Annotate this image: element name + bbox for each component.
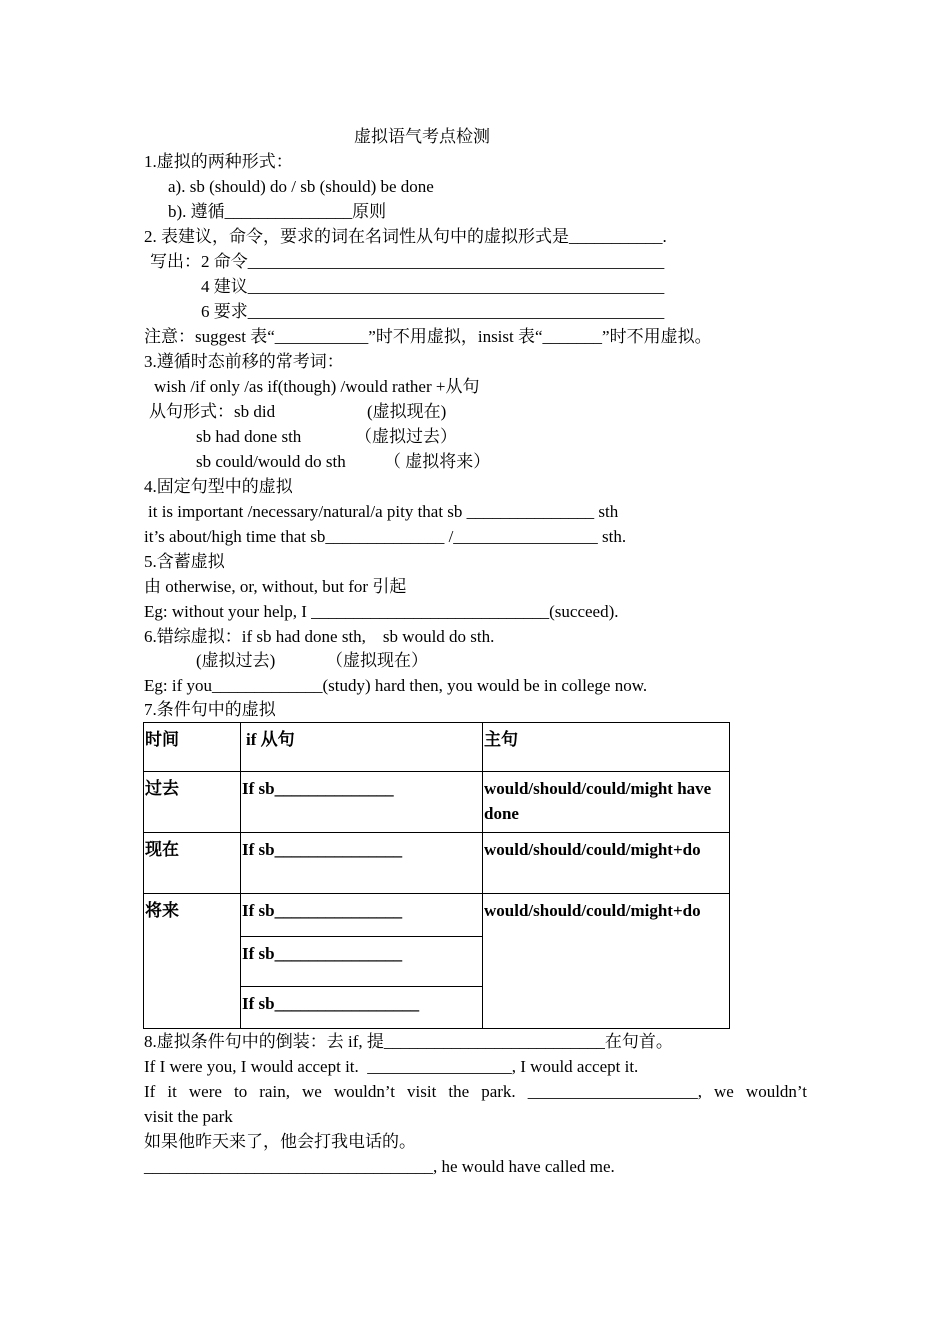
table-cell-past-if: If sb______________ (241, 772, 483, 833)
section-8-heading: 8.虚拟条件句中的倒装：去 if, 提__________________________在句首。 (144, 1032, 673, 1051)
section-5-example: Eg: without your help, I ____________________________(succeed). (144, 602, 619, 621)
table-header-row (144, 723, 730, 772)
section-5-line-1: 由 otherwise, or, without, but for 引起 (144, 577, 407, 596)
table-cell-past-time: 过去 (144, 772, 241, 833)
conditional-table (143, 722, 730, 1029)
table-header-if-clause: if 从句 (241, 723, 483, 772)
section-3-form3: sb could/would do sth (196, 452, 346, 471)
section-6-note-past: (虚拟过去) (196, 651, 276, 670)
section-4-heading: 4.固定句型中的虚拟 (144, 477, 293, 496)
section-1-heading: 1.虚拟的两种形式： (144, 152, 293, 171)
section-3-heading: 3.遵循时态前移的常考词： (144, 352, 344, 371)
section-3-form2: sb had done sth (196, 427, 302, 446)
table-cell-past-main: would/should/could/might have done (483, 772, 730, 833)
table-row-future (144, 894, 730, 937)
table-cell-present-if: If sb_______________ (241, 833, 483, 894)
table-header-time: 时间 (144, 723, 241, 772)
section-3-form-label: 从句形式：sb did (149, 402, 276, 421)
section-4-line-1: it is important /necessary/natural/a pity that sb _______________ sth (148, 502, 619, 521)
section-3-form3-note: （ 虚拟将来） (384, 452, 491, 471)
section-2-require-line: 6 要求_________________________________________________ (201, 302, 665, 321)
section-2-note: 注意：suggest 表“___________”时不用虚拟，insist 表“_______”时不用虚拟。 (144, 327, 712, 346)
table-cell-future-time: 将来 (144, 894, 241, 1029)
section-4-line-2: it’s about/high time that sb______________ /_________________ sth. (144, 527, 627, 546)
section-2-suggest-line: 4 建议_________________________________________________ (201, 277, 665, 296)
section-6-example: Eg: if you_____________(study) hard then, you would be in college now. (144, 676, 648, 695)
section-5-heading: 5.含蓄虚拟 (144, 552, 225, 571)
section-1-item-a: a). sb (should) do / sb (should) be done (168, 177, 434, 196)
table-cell-future-if-3: If sb_________________ (241, 987, 483, 1029)
table-row-past (144, 772, 730, 833)
table-cell-future-if-2: If sb_______________ (241, 937, 483, 987)
table-header-main-clause: 主句 (483, 723, 730, 772)
section-8-example-1: If I were you, I would accept it. _________________, I would accept it. (144, 1057, 639, 1076)
section-2-heading: 2. 表建议，命令，要求的词在名词性从句中的虚拟形式是___________. (144, 227, 667, 246)
section-8-chinese-sentence: 如果他昨天来了，他会打我电话的。 (144, 1132, 416, 1151)
section-3-words: wish /if only /as if(though) /would rather +从句 (154, 377, 480, 396)
section-3-form2-note: （虚拟过去） (355, 427, 457, 446)
section-8-example-2-cont: visit the park (144, 1107, 233, 1126)
table-row-present (144, 833, 730, 894)
section-6-note-present: （虚拟现在） (326, 651, 428, 670)
section-2-command-line: 写出：2 命令_________________________________________________ (150, 252, 665, 271)
table-cell-future-if-1: If sb_______________ (241, 894, 483, 937)
table-cell-present-time: 现在 (144, 833, 241, 894)
page-title: 虚拟语气考点检测 (354, 127, 490, 146)
section-6-heading: 6.错综虚拟：if sb had done sth, sb would do sth. (144, 627, 495, 646)
table-cell-future-main: would/should/could/might+do (483, 894, 730, 1029)
section-8-example-2: If it were to rain, we wouldn’t visit the park. ____________________, we wouldn’t (144, 1082, 807, 1101)
table-cell-present-main: would/should/could/might+do (483, 833, 730, 894)
section-3-form1-note: (虚拟现在) (367, 402, 447, 421)
section-7-heading: 7.条件句中的虚拟 (144, 700, 276, 719)
section-8-example-3: __________________________________, he would have called me. (144, 1157, 615, 1176)
section-1-item-b: b). 遵循_______________原则 (168, 202, 387, 221)
